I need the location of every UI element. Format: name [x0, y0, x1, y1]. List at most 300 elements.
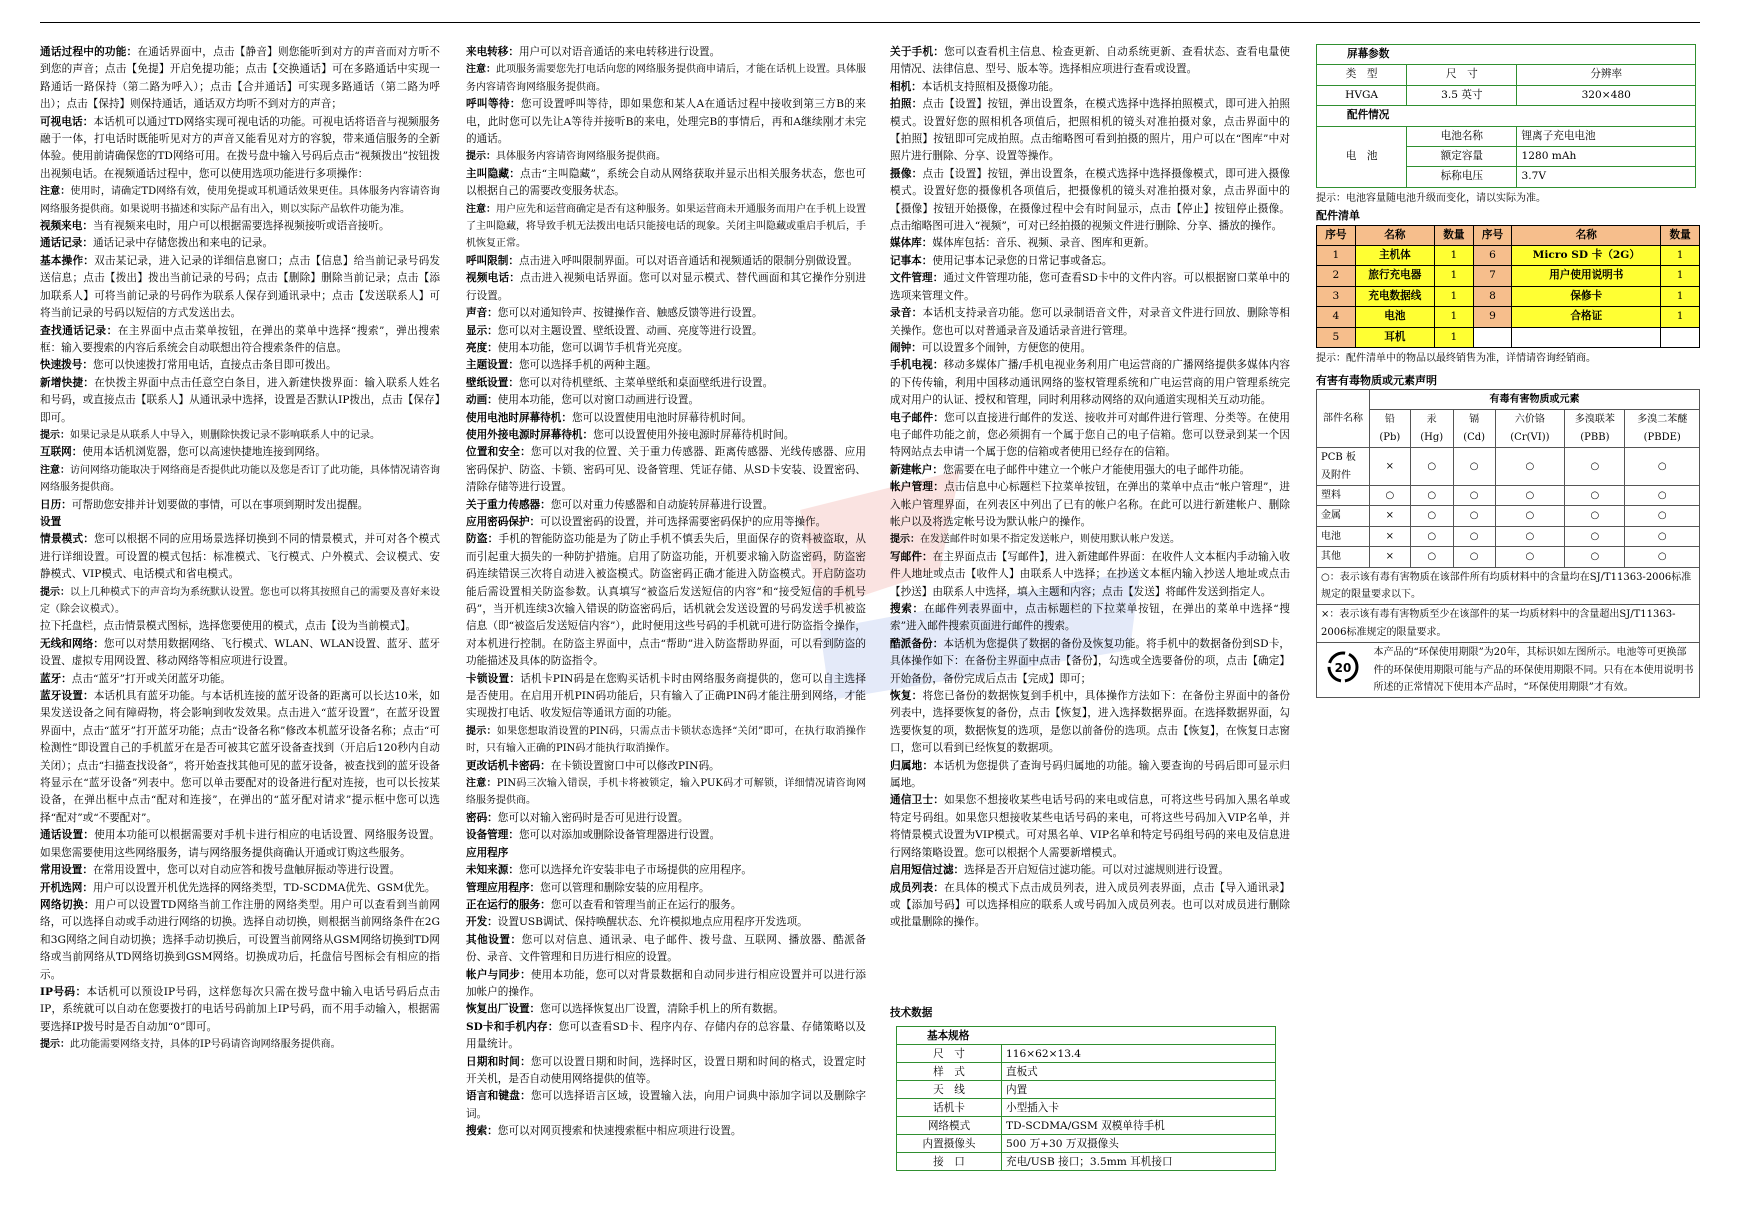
hazard-mark: ○	[1495, 448, 1565, 486]
spec-value: 116×62×13.4	[1002, 1045, 1276, 1063]
feature-paragraph	[890, 636, 1290, 688]
feature-term: 电子邮件：	[890, 411, 945, 424]
feature-text: 您可以查看机主信息、检查更新、自动系统更新、查看状态、查看电量使用情况、法律信息、型号、版本等。选择相应项进行查看或设置。	[890, 46, 1291, 76]
feature-term: 视频电话：	[466, 272, 521, 285]
accessory-cell: 耳机	[1355, 327, 1434, 347]
note-paragraph	[40, 427, 440, 444]
feature-text: 通话记录中存储您拨出和来电的记录。	[92, 237, 274, 250]
feature-term: 蓝牙：	[40, 672, 72, 685]
feature-term: 查找通话记录：	[40, 324, 118, 337]
hazard-mark: ○	[1625, 526, 1700, 546]
feature-text: 用户可以设置TD网络当前工作注册的网络类型。用户可以查看到当前网络，可以选择自动或手动进行网络的切换。选择自动切换，则根据当前网络条件在2G和3G网络之间自动切换；选择手动切换后，可设置当前网络从GSM网络切换到TD网络或当前网络从TD网络切换到GSM网络。切换成功后，托盘信号图标会有相应的指示。	[40, 898, 440, 981]
feature-paragraph	[890, 880, 1290, 932]
feature-term: 管理应用程序：	[466, 881, 541, 894]
config-title: 配件情况	[1317, 106, 1696, 126]
feature-term: 快速拨号：	[40, 359, 93, 372]
column-2	[466, 44, 866, 1141]
feature-text: 本话机支持照相及摄像功能。	[921, 80, 1060, 93]
tech-data-section	[890, 1005, 1290, 1171]
feature-paragraph	[890, 792, 1290, 862]
feature-term: 情景模式：	[40, 533, 95, 546]
spec-value: TD-SCDMA/GSM 双模单待手机	[1002, 1117, 1276, 1135]
feature-text: 点击“主叫隐藏”，系统会自动从网络获取并显示出相关服务状态，您也可以根据自己的需要改变服务状态。	[466, 167, 866, 198]
note-paragraph	[466, 775, 866, 810]
feature-paragraph	[890, 270, 1290, 305]
hazard-row	[1317, 485, 1700, 505]
feature-text: 您可以对我的位置、关于重力传感器、距离传感器、光线传感器、应用密码保护、防盗、卡锁、密码可见、设备管理、凭证存储、从SD卡安装、设置密码、清除存储等进行设置。	[466, 446, 867, 494]
feature-paragraph	[466, 531, 866, 670]
feature-text: 本话机可以预设IP号码，这样您每次只需在拨号盘中输入电话号码后点击IP，系统就可以自动在您要拨打的电话号码前加上IP号码，而不用手动输入，根据需要选择IP拨号时是否自动加“0”即可。	[40, 985, 440, 1033]
feature-term: 提示：	[40, 1039, 70, 1051]
feature-text: 在邮件列表界面中，点击标题栏的下拉菜单按钮，在弹出的菜单中选择“搜索”进入邮件搜索页面进行邮件的搜索。	[890, 603, 1290, 633]
feature-paragraph	[466, 44, 866, 61]
feature-paragraph	[890, 340, 1290, 357]
accessories-header-cell: 数量	[1661, 225, 1700, 245]
note-paragraph	[40, 183, 440, 218]
feature-paragraph	[40, 235, 440, 252]
feature-text: 您可以对通知铃声、按键操作音、触感反馈等进行设置。	[497, 307, 763, 320]
hazard-substance-head: 汞 (Hg)	[1410, 410, 1453, 448]
feature-text: 点击进入视频电话界面。您可以对显示模式、替代画面和其它操作分别进行设置。	[466, 272, 867, 302]
battery-v2: 3.7V	[1517, 167, 1696, 187]
feature-text: 您可以查看SD卡、程序内存、存储内存的总容量、存储策略以及用量统计。	[466, 1020, 867, 1051]
feature-text: 在通话界面中，点击【静音】则您能听到对方的声音而对方听不到您的声音；点击【免提】开启免提功能；点击【交换通话】可在多路通话中实现一路通话一路保持（第二路为呼入）；点击【合并通话】可实现多路通话（第二路为呼出）；点击【保持】则保持通话，通话双方均听不到对方的声音；	[40, 46, 441, 111]
feature-paragraph	[466, 914, 866, 931]
battery-k2: 标称电压	[1407, 167, 1517, 187]
feature-text: 在常用设置中，您可以对自动应答和拨号盘触屏振动等进行设置。	[92, 864, 401, 877]
feature-text: 设置USB调试、保持唤醒状态、允许模拟地点应用程序开发选项。	[497, 916, 808, 929]
feature-text: 您可以选择恢复出厂设置，清除手机上的所有数据。	[540, 1003, 784, 1016]
spec-key: 样 式	[897, 1063, 1002, 1081]
feature-paragraph	[40, 253, 440, 323]
hazard-mark: ○	[1565, 526, 1625, 546]
feature-term: 互联网：	[40, 446, 83, 459]
feature-paragraph	[40, 218, 440, 235]
feature-term: 卡锁设置：	[466, 672, 521, 685]
feature-text: 用户可以设置开机优先选择的网络类型，TD-SCDMA优先、GSM优先。	[92, 881, 436, 894]
hazard-substance-head: 多溴二苯醚 (PBDE)	[1625, 410, 1700, 448]
hazard-mark: ○	[1410, 506, 1453, 526]
accessory-cell: 1	[1435, 246, 1474, 266]
feature-paragraph	[40, 444, 440, 461]
hazard-part-name: PCB 板及附件	[1317, 448, 1370, 486]
feature-term: 注意：	[466, 778, 497, 790]
spec-value: 小型插入卡	[1002, 1099, 1276, 1117]
hazard-mark: ×	[1370, 547, 1411, 567]
feature-text: 媒体库包括：音乐、视频、录音、图库和更新。	[932, 237, 1155, 250]
spec-row	[897, 1135, 1276, 1153]
feature-text: 使用时，请确定TD网络有效，使用免提或耳机通话效果更佳。具体服务内容请咨询网络服务提供商。如果说明书描述和实际产品有出入，则以实际产品软件功能为准。	[40, 186, 441, 215]
feature-term: 记事本：	[890, 254, 933, 267]
feature-paragraph	[40, 618, 440, 635]
feature-term: 通话记录：	[40, 237, 93, 250]
hazard-part-name: 塑料	[1317, 485, 1370, 505]
feature-term: 帐户管理：	[890, 481, 945, 494]
feature-term: 相机：	[890, 80, 922, 93]
feature-text: 本话机具有蓝牙功能。与本话机连接的蓝牙设备的距离可以长达10米，如果发送设备之间有障碍物，将会影响到收发效果。点击进入“蓝牙设置”，在蓝牙设置界面中，点击“蓝牙”打开蓝牙功能；点击“设备名称”修改本机蓝牙设备名称；点击“可检测性”即设置自己的手机蓝牙在是否可被其它蓝牙设备查找到（开启后120秒内自动关闭）；点击“扫描查找设备”，将开始查找其他可见的蓝牙设备，被查找到的蓝牙设备将显示在“蓝牙设备”列表中。您可以单击要配对的设备进行配对连接，也可以长按某设备，在弹出框中点击“配对和连接”，在弹出的“蓝牙配对请求”提示框中您可以选择“配对”或“不要配对”。	[40, 690, 440, 824]
feature-term: 手机电视：	[890, 359, 944, 372]
hazard-substance-head: 镉 (Cd)	[1453, 410, 1495, 448]
feature-term: 关于手机：	[890, 46, 945, 58]
feature-term: 成员列表：	[890, 881, 945, 894]
column-1	[40, 44, 440, 1054]
accessory-cell: 1	[1661, 307, 1700, 327]
feature-term: 开发：	[466, 916, 498, 929]
hazard-mark: ○	[1495, 526, 1565, 546]
feature-term: 摄像：	[890, 167, 923, 180]
feature-paragraph	[466, 967, 866, 1002]
feature-text: 如果您想取消设置的PIN码，只需点击卡锁状态选择“关闭”即可，在执行取消操作时，只有输入正确的PIN码才能执行取消操作。	[466, 725, 867, 755]
hazard-row	[1317, 526, 1700, 546]
feature-text: 使用记事本记录您的日常记事或备忘。	[932, 254, 1113, 267]
spec-value: 500 万+30 万双摄像头	[1002, 1135, 1276, 1153]
feature-term: 恢复出厂设置：	[466, 1003, 541, 1016]
feature-text: 点击进入呼叫限制界面。可以对语音通话和视频通话的限制分别做设置。	[518, 254, 858, 267]
feature-text: 如果您不想接收某些电话号码的来电或信息，可将这些号码加入黑名单或特定号码组。如果您只想接收某些电话号码的来电，可将这些号码加入VIP名单，并将情景模式设置为VIP模式。可对黑名单、VIP名单和特定号码组号码的来电及信息进行网络策略设置。您可以根据个人需要新增模式。	[890, 794, 1291, 859]
feature-text: 使用本话机浏览器，您可以高速快捷地连接到网络。	[82, 446, 327, 459]
feature-term: 注意：	[466, 203, 496, 215]
feature-paragraph	[466, 270, 866, 305]
spec-key: 接 口	[897, 1153, 1002, 1171]
feature-term: 常用设置：	[40, 864, 93, 877]
feature-term: 搜索：	[890, 603, 924, 615]
feature-term: 提示：	[466, 151, 496, 163]
feature-term: 位置和安全：	[466, 446, 531, 459]
feature-text: 当有视频来电时，用户可以根据需要选择视频接听或语音接听。	[92, 220, 390, 233]
hazard-mark: ○	[1625, 448, 1700, 486]
feature-term: 通话设置：	[40, 829, 95, 842]
hazard-mark: ○	[1565, 506, 1625, 526]
feature-text: 在发送邮件时如果不指定发送帐户，则使用默认帐户发送。	[920, 534, 1180, 546]
note-paragraph	[890, 531, 1290, 548]
screen-size: 3.5 英寸	[1407, 85, 1517, 105]
accessory-row	[1317, 327, 1700, 347]
spec-row	[897, 1099, 1276, 1117]
feature-text: 点击信息中心标题栏下拉菜单按钮，在弹出的菜单中点击“帐户管理”，进入帐户管理界面，在列表区中列出了已有的帐户名称。在此可以进行新建帐户、删除帐户以及将选定帐号设为默认帐户的操作。	[890, 481, 1290, 528]
feature-term: 提示：	[40, 429, 70, 441]
feature-paragraph	[40, 827, 440, 862]
accessory-cell: 合格证	[1512, 307, 1661, 327]
hazard-mark: ×	[1370, 526, 1411, 546]
spec-key: 网络模式	[897, 1117, 1002, 1135]
feature-paragraph	[40, 862, 440, 879]
feature-paragraph	[40, 375, 440, 427]
feature-paragraph	[466, 1019, 866, 1054]
feature-text: 可以设置密码的设置，并可选择需要密码保护的应用等操作。	[540, 515, 827, 528]
feature-paragraph	[466, 932, 866, 967]
accessory-row	[1317, 246, 1700, 266]
hazard-mark: ○	[1453, 448, 1495, 486]
feature-term: 帐户与同步：	[466, 968, 531, 981]
feature-text: 拉下托盘栏，点击情景模式图标，选择您要使用的模式，点击【设为当前模式】。	[40, 620, 417, 633]
feature-text: 您需要在电子邮件中建立一个帐户才能使用强大的电子邮件功能。	[942, 463, 1251, 476]
accessory-row	[1317, 307, 1700, 327]
spec-key: 话机卡	[897, 1099, 1002, 1117]
feature-term: 设备管理：	[466, 829, 519, 842]
feature-text: 如果记录是从联系人中导入，则删除快拨记录不影响联系人中的记录。	[70, 429, 380, 441]
feature-paragraph	[466, 392, 866, 409]
feature-text: 在主界面中点击菜单按钮，在弹出的菜单中选择“搜索”，弹出搜索框：输入要搜索的内容后系统会自动联想出符合搜索条件的信息。	[40, 324, 440, 354]
feature-text: 您可以对主题设置、壁纸设置、动画、亮度等进行设置。	[497, 324, 763, 337]
battery-k1: 额定容量	[1407, 147, 1517, 167]
hazard-mark: ○	[1453, 547, 1495, 567]
accessory-cell: 旅行充电器	[1355, 266, 1434, 286]
spec-value: 直板式	[1002, 1063, 1276, 1081]
feature-term: 来电转移：	[466, 46, 519, 58]
feature-term: 声音：	[466, 307, 498, 320]
screen-table	[1316, 44, 1696, 188]
feature-paragraph	[890, 410, 1290, 462]
feature-paragraph	[40, 323, 440, 358]
feature-text: 您可设置呼叫等待，即如果您和某人A在通话过程中接收到第三方B的来电，此时您可以先让A等待并接听B的来电，处理完B的事情后，再和A继续刚才未完的通话。	[466, 98, 867, 146]
feature-paragraph	[890, 96, 1290, 166]
feature-term: 闹钟：	[890, 341, 922, 354]
feature-term: 使用电池时屏幕待机：	[466, 411, 572, 424]
hazard-mark: ○	[1453, 485, 1495, 505]
battery-k0: 电池名称	[1407, 126, 1517, 146]
feature-paragraph	[890, 688, 1290, 758]
hazard-row	[1317, 547, 1700, 567]
accessories-header-cell: 序号	[1317, 225, 1356, 245]
accessory-cell: 9	[1473, 307, 1512, 327]
feature-paragraph	[466, 862, 866, 879]
feature-term: SD卡和手机内存：	[466, 1020, 559, 1033]
feature-term: 呼叫等待：	[466, 98, 521, 111]
feature-term: 防盗：	[466, 533, 499, 546]
accessory-cell: 主机体	[1355, 246, 1434, 266]
hazard-mark: ×	[1370, 506, 1411, 526]
feature-paragraph	[890, 44, 1290, 79]
section-heading: 设置	[40, 515, 62, 528]
feature-text: 使用本功能，您可以调节手机背光亮度。	[497, 341, 689, 354]
screen-head-type: 类 型	[1317, 65, 1407, 85]
screen-type: HVGA	[1317, 85, 1407, 105]
feature-term: 密码：	[466, 811, 498, 824]
feature-paragraph	[40, 688, 440, 827]
feature-text: 您可以选择手机的两种主题。	[518, 359, 657, 372]
feature-term: 新建帐户：	[890, 463, 943, 476]
feature-term: 主题设置：	[466, 359, 519, 372]
accessories-table	[1316, 225, 1700, 348]
accessory-cell: 1	[1317, 246, 1356, 266]
hazard-table	[1316, 389, 1700, 699]
hazard-part-name: 电池	[1317, 526, 1370, 546]
hazard-mark: ○	[1625, 547, 1700, 567]
feature-term: 正在运行的服务：	[466, 898, 551, 911]
feature-term: 启用短信过滤：	[890, 864, 965, 877]
accessory-cell: 1	[1435, 286, 1474, 306]
feature-term: 显示：	[466, 324, 498, 337]
accessory-row	[1317, 286, 1700, 306]
feature-text: 您可以对添加或删除设备管理器进行设置。	[518, 829, 721, 842]
spec-row	[897, 1063, 1276, 1081]
feature-term: 注意：	[40, 186, 71, 198]
feature-text: 在主界面点击【写邮件】，进入新建邮件界面：在收件人文本框内手动输入收件人地址或点击【收件人】由联系人中选择；在抄送文本框内输入抄送人地址或点击【抄送】由联系人中选择，填入主题和内容；点击【发送】将邮件发送到指定人。	[890, 550, 1290, 598]
column-3	[890, 44, 1290, 932]
feature-text: 使用本功能，您可以对背景数据和自动同步进行相应设置并可以进行添加帐户的操作。	[466, 968, 867, 998]
hazard-substance-head: 六价铬 (Cr(VI))	[1495, 410, 1565, 448]
hazard-note-2: ×：表示该有毒有害物质至少在该部件的某一均质材料中的含量超出SJ/T11363-2006标准规定的限量要求。	[1317, 605, 1700, 643]
feature-term: 日历：	[40, 498, 72, 511]
feature-paragraph	[890, 601, 1290, 636]
feature-term: IP号码：	[40, 985, 87, 998]
hazard-mark: ×	[1370, 448, 1411, 486]
accessory-cell: 1	[1435, 266, 1474, 286]
feature-paragraph	[890, 357, 1290, 409]
feature-text: 话机卡PIN码是在您购买话机卡时由网络服务商提供的，您可以自主选择是否使用。在启用开机PIN码功能后，只有输入了正确PIN码才能注册到网络，才能实现拨打电话、收发短信等通讯方面的功能。	[466, 672, 866, 720]
feature-text: 您可以查看和管理当前正在运行的服务。	[550, 898, 742, 911]
feature-paragraph	[466, 897, 866, 914]
feature-term: 恢复：	[890, 690, 923, 703]
battery-v1: 1280 mAh	[1517, 147, 1696, 167]
hazard-mark: ○	[1370, 485, 1411, 505]
feature-text: 移动多媒体广播/手机电视业务利用广电运营商的广播网络提供多媒体内容的下传传输，利用中国移动通讯网络的鉴权管理系统和广电运营商的用户管理系统完成对用户的认证、授权和管理，同时利用移动网络的双向通道实现相关互动功能。	[890, 359, 1290, 407]
screen-title: 屏幕参数	[1317, 45, 1696, 65]
hazard-mark: ○	[1495, 485, 1565, 505]
feature-paragraph	[40, 44, 440, 114]
feature-paragraph	[466, 375, 866, 392]
accessory-cell	[1661, 327, 1700, 347]
hazard-mark: ○	[1625, 506, 1700, 526]
feature-paragraph	[40, 984, 440, 1036]
feature-term: 亮度：	[466, 341, 498, 354]
feature-text: 用户可以对语音通话的来电转移进行设置。	[518, 46, 721, 58]
accessories-header-cell: 序号	[1473, 225, 1512, 245]
feature-paragraph	[40, 497, 440, 514]
feature-term: 通话过程中的功能：	[40, 46, 138, 58]
feature-term: 其他设置：	[466, 933, 522, 946]
column-4	[1316, 44, 1706, 698]
spec-row	[897, 1153, 1276, 1171]
feature-text: 您可以根据不同的应用场景选择切换到不同的情景模式，并可对各个模式进行详细设置。可设置的模式包括：标准模式、飞行模式、户外模式、会议模式、安静模式、VIP模式、电话模式和省电模式。	[40, 533, 441, 581]
feature-text: 您可以选择允许安装非电子市场提供的应用程序。	[518, 864, 753, 877]
top-rule	[40, 22, 1700, 23]
note-paragraph	[466, 723, 866, 758]
feature-paragraph	[466, 810, 866, 827]
feature-term: 关于重力传感器：	[466, 498, 551, 511]
feature-term: 呼叫限制：	[466, 254, 519, 267]
hazard-mark: ○	[1410, 448, 1453, 486]
feature-paragraph	[466, 758, 866, 775]
feature-paragraph	[466, 514, 866, 531]
feature-paragraph	[466, 427, 866, 444]
feature-text: 将您已备份的数据恢复到手机中，具体操作方法如下：在备份主界面中的备份列表中，选择要恢复的备份，点击【恢复】，进入选择数据界面。在选择数据界面，勾选要恢复的项，数据恢复的选项，是您以前备份的选项。点击【恢复】，在恢复日志窗口，您可以看到已经恢复的数据项。	[890, 690, 1290, 755]
feature-text: 可以设置多个闹钟，方便您的使用。	[921, 341, 1092, 354]
feature-paragraph	[466, 96, 866, 148]
feature-text: 可帮助您安排并计划要做的事情，可以在事项到期时发出提醒。	[71, 498, 369, 511]
accessories-header-cell: 名称	[1355, 225, 1434, 245]
feature-paragraph	[40, 671, 440, 688]
spec-key: 内置摄像头	[897, 1135, 1002, 1153]
feature-text: 您可以设置使用电池时屏幕待机时间。	[571, 411, 753, 424]
feature-paragraph	[40, 880, 440, 897]
feature-term: 使用外接电源时屏幕待机：	[466, 428, 594, 441]
feature-text: 您可以对重力传感器和自动旋转屏幕进行设置。	[550, 498, 774, 511]
hazard-part-name: 金属	[1317, 506, 1370, 526]
accessory-cell: 1	[1661, 286, 1700, 306]
feature-term: 应用密码保护：	[466, 515, 541, 528]
battery-v0: 锂离子充电电池	[1517, 126, 1696, 146]
feature-term: 日期和时间：	[466, 1055, 531, 1068]
feature-text: 具体服务内容请咨询网络服务提供商。	[496, 151, 666, 163]
feature-paragraph	[890, 862, 1290, 879]
accessory-cell: 2	[1317, 266, 1356, 286]
hazard-mark: ○	[1495, 506, 1565, 526]
accessory-cell: 保修卡	[1512, 286, 1661, 306]
feature-paragraph	[890, 549, 1290, 601]
hazard-mark: ○	[1625, 485, 1700, 505]
feature-term: 注意：	[40, 464, 70, 476]
feature-term: 写邮件：	[890, 550, 933, 563]
feature-paragraph	[40, 531, 440, 583]
feature-paragraph	[466, 253, 866, 270]
feature-term: 蓝牙设置：	[40, 690, 94, 703]
feature-paragraph	[890, 235, 1290, 252]
feature-term: 注意：	[466, 64, 496, 76]
feature-term: 搜索：	[466, 1125, 498, 1138]
feature-term: 网络切换：	[40, 898, 95, 911]
accessory-cell: 5	[1317, 327, 1356, 347]
accessory-cell: 8	[1473, 286, 1512, 306]
feature-text: 选择是否开启短信过滤功能。可以对过滤规则进行设置。	[964, 864, 1229, 877]
accessory-cell: Micro SD 卡（2G）	[1512, 246, 1661, 266]
feature-text: 您可以直接进行邮件的发送、接收并可对邮件进行管理、分类等。在使用电子邮件功能之前，您必须拥有一个属于您自己的电子信箱。您可以登录到某一个因特网站点去申请一个属于您的信箱或者使用已经存在的信箱。	[890, 411, 1291, 459]
screen-head-size: 尺 寸	[1407, 65, 1517, 85]
hazard-substance-head: 多溴联苯(PBB)	[1565, 410, 1625, 448]
accessory-cell: 1	[1435, 307, 1474, 327]
feature-text: 您可以对输入密码时是否可见进行设置。	[497, 811, 689, 824]
screen-res: 320×480	[1517, 85, 1696, 105]
svg-text:20: 20	[1334, 661, 1352, 676]
feature-term: 提示：	[40, 586, 70, 598]
feature-paragraph	[890, 758, 1290, 793]
hazard-mark: ○	[1410, 485, 1453, 505]
feature-text: 点击“蓝牙”打开或关闭蓝牙功能。	[71, 672, 231, 685]
feature-text: 在具体的模式下点击成员列表，进入成员列表界面，点击【导入通讯录】或【添加号码】可以选择相应的联系人或号码加入成员列表。也可以对成员进行删除或批量删除的操作。	[890, 881, 1291, 929]
feature-text: 本话机支持录音功能。您可以录制语音文件，对录音文件进行回放、删除等相关操作。您也可以对普通录音及通话录音进行管理。	[890, 307, 1290, 337]
hazard-mark: ○	[1495, 547, 1565, 567]
accessory-row	[1317, 266, 1700, 286]
hazard-mark: ○	[1565, 485, 1625, 505]
accessory-cell: 4	[1317, 307, 1356, 327]
feature-paragraph	[890, 462, 1290, 479]
feature-paragraph	[466, 166, 866, 201]
feature-text: 您可以快速拨打常用电话，直接点击条目即可拨出。	[92, 359, 337, 372]
feature-paragraph	[466, 671, 866, 723]
accessory-cell: 1	[1661, 246, 1700, 266]
feature-text: 双击某记录，进入记录的详细信息窗口；点击【信息】给当前记录号码发送信息；点击【拨出】拨出当前记录的号码；点击【删除】删除当前记录；点击【添加联系人】可将当前记录的号码作为联系人保存到通讯录中；点击【发送联系人】可将当前记录的号码以短信的方式发送出去。	[40, 254, 441, 320]
accessory-cell: 1	[1661, 266, 1700, 286]
feature-term: 拍照：	[890, 98, 923, 111]
spec-key: 天 线	[897, 1081, 1002, 1099]
feature-term: 无线和网络：	[40, 637, 104, 650]
feature-text: 本话机可以通过TD网络实现可视电话的功能。可视电话将语音与视频服务融于一体，打电话时既能听见对方的声音又能看见对方的容貌，带来通信服务的全新体验。使用前请确保您的TD网络可用。在拨号盘中输入号码后点击“视频拨出”按钮拨出视频电话。在视频通话过程中，您可以使用选项功能进行多项操作：	[40, 115, 441, 180]
feature-term: 基本操作：	[40, 254, 95, 267]
epup-20-icon	[1326, 650, 1360, 684]
feature-text: 您可以对信息、通讯录、电子邮件、拨号盘、互联网、播放器、酷派备份、录音、文件管理和日历进行相应的设置。	[466, 933, 867, 964]
hazard-row	[1317, 506, 1700, 526]
accessories-title: 配件清单	[1316, 209, 1360, 223]
feature-paragraph	[466, 305, 866, 322]
hazard-mark: ○	[1453, 526, 1495, 546]
spec-row	[897, 1045, 1276, 1063]
accessory-cell: 1	[1435, 327, 1474, 347]
feature-paragraph	[466, 497, 866, 514]
feature-text: 用户应先和运营商确定是否有这种服务。如果运营商未开通服务而用户在手机上设置了主叫隐藏，将导致手机无法拨出电话只能接电话的现象。关闭主叫隐藏或重启手机后，手机恢复正常。	[466, 203, 866, 250]
basic-spec-table	[896, 1026, 1276, 1171]
note-paragraph	[40, 1036, 440, 1053]
accessory-cell	[1473, 327, 1512, 347]
